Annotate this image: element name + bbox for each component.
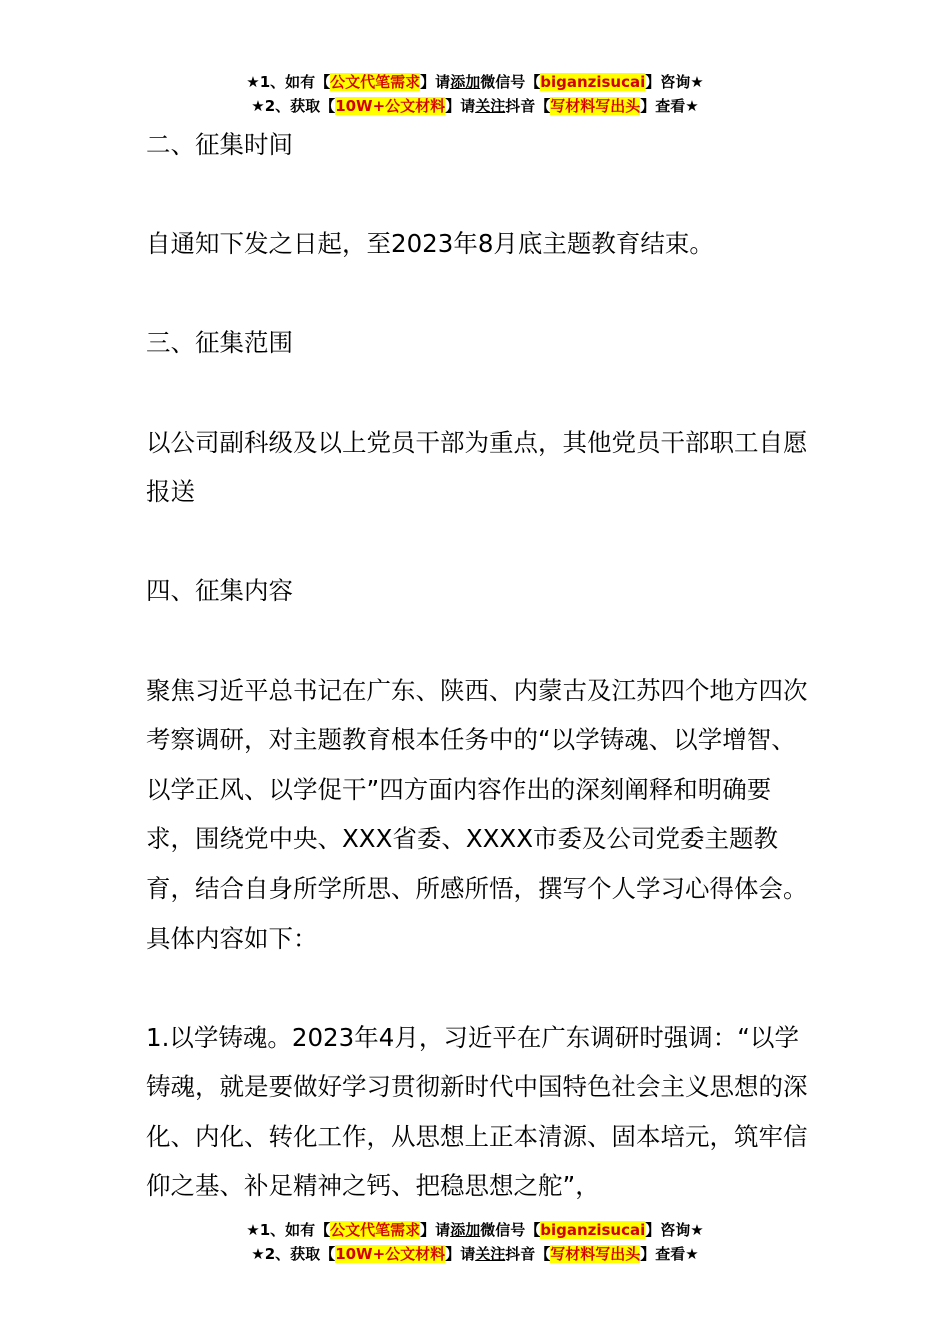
- promo-text: 】查看★: [640, 1245, 699, 1263]
- promo-text: ★1、如有【: [246, 1221, 331, 1239]
- section-heading-scope: 三、征集范围: [146, 328, 293, 358]
- promo-text: ★2、获取【: [251, 97, 336, 115]
- promo-line-2: [0, 94, 950, 118]
- paragraph-gap: [146, 616, 810, 666]
- paragraph-time: 自通知下发之日起，至2023年8月底主题教育结束。: [146, 229, 714, 259]
- section-heading-content: 四、征集内容: [146, 576, 293, 606]
- paragraph-gap: [146, 170, 810, 220]
- promo-text: 】请: [445, 1245, 476, 1263]
- promo-text: 】请: [420, 1221, 451, 1239]
- promo-text: 】咨询★: [645, 1221, 704, 1239]
- promo-text: 抖音【: [505, 97, 551, 115]
- promo-highlight-service: 公文代笔需求: [330, 1221, 421, 1239]
- promo-highlight-account: 写材料写出头: [550, 1245, 641, 1263]
- promo-text: 】查看★: [640, 97, 699, 115]
- paragraph-gap: [146, 963, 810, 1013]
- promo-line-2: [0, 1242, 950, 1266]
- promo-highlight-account: 写材料写出头: [550, 97, 641, 115]
- promo-banner-top: [0, 70, 950, 118]
- paragraph-gap: [146, 269, 810, 319]
- promo-text: 】请: [445, 97, 476, 115]
- promo-text: 】请: [420, 73, 451, 91]
- paragraph-content: 聚焦习近平总书记在广东、陕西、内蒙古及江苏四个地方四次考察调研，对主题教育根本任务中的“以学铸魂、以学增智、以学正风、以学促干”四方面内容作出的深刻阐释和明确要求，围绕党中央、XXX省委、XXXX市委及公司党委主题教育，结合自身所学所思、所感所悟，撰写个人学习心得体会。具体内容如下：: [146, 675, 808, 953]
- promo-highlight-service: 公文代笔需求: [330, 73, 421, 91]
- promo-line-1: [0, 70, 950, 94]
- promo-text: 】咨询★: [645, 73, 704, 91]
- paragraph-gap: [146, 517, 810, 567]
- promo-text: 微信号【: [480, 1221, 541, 1239]
- section-heading-time: 二、征集时间: [146, 130, 293, 159]
- promo-follow-text: 关注: [475, 1245, 506, 1263]
- paragraph-item-1: 1.以学铸魂。2023年4月，习近平在广东调研时强调：“以学铸魂，就是要做好学习贯彻新时代中国特色社会主义思想的深化、内化、转化工作，从思想上正本清源、固本培元，筑牢信仰之基、补足精神之钙、把稳思想之舵”，: [146, 1022, 808, 1201]
- promo-line-1: [0, 1218, 950, 1242]
- promo-add-text: 添加: [450, 73, 481, 91]
- promo-highlight-material: 10W+公文材料: [335, 1245, 446, 1263]
- promo-follow-text: 关注: [475, 97, 506, 115]
- promo-highlight-wechat-id: biganzisucai: [540, 73, 646, 91]
- promo-text: ★1、如有【: [246, 73, 331, 91]
- promo-banner-bottom: [0, 1218, 950, 1266]
- promo-highlight-material: 10W+公文材料: [335, 97, 446, 115]
- document-body: [146, 120, 810, 1211]
- promo-text: ★2、获取【: [251, 1245, 336, 1263]
- promo-add-text: 添加: [450, 1221, 481, 1239]
- promo-text: 抖音【: [505, 1245, 551, 1263]
- paragraph-gap: [146, 368, 810, 418]
- paragraph-scope: 以公司副科级及以上党员干部为重点，其他党员干部职工自愿报送: [146, 427, 808, 507]
- promo-highlight-wechat-id: biganzisucai: [540, 1221, 646, 1239]
- promo-text: 微信号【: [480, 73, 541, 91]
